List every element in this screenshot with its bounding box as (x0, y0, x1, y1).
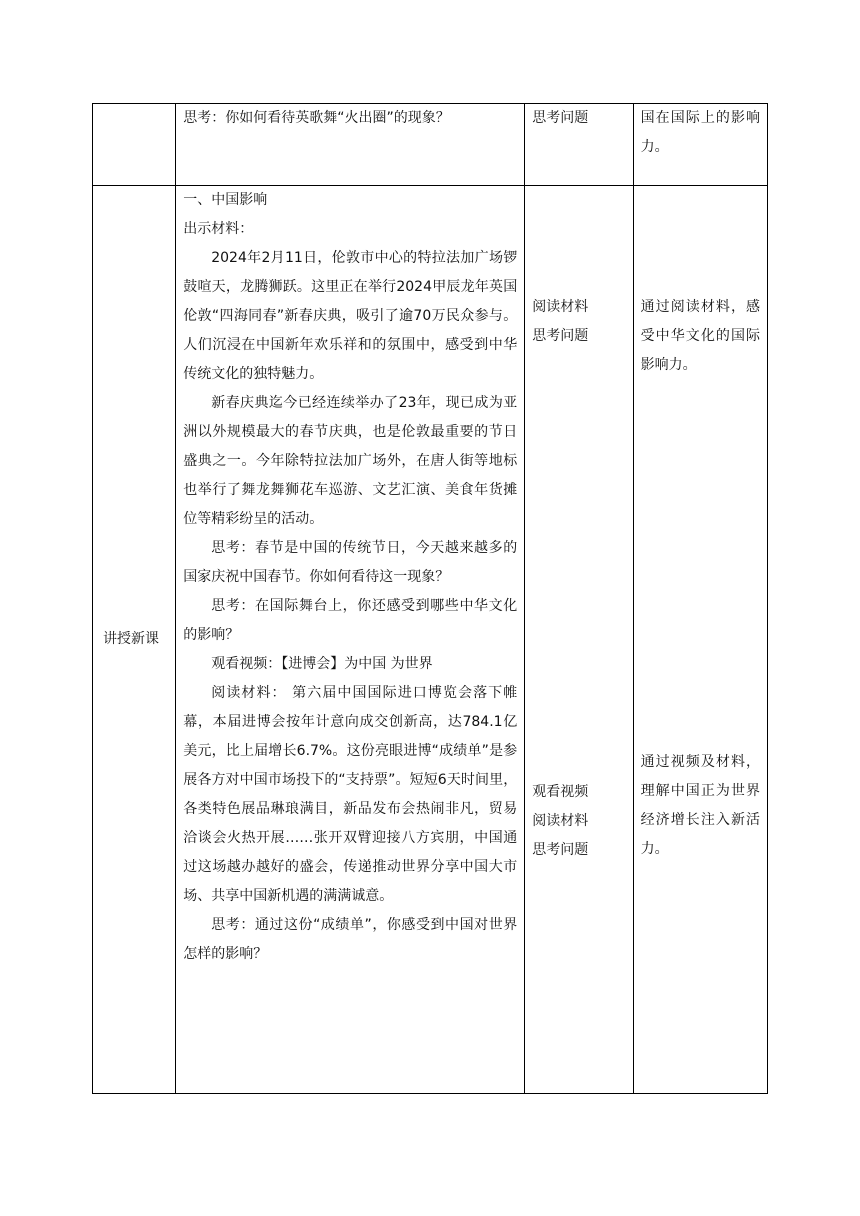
material-paragraph: 阅读材料： 第六届中国国际进口博览会落下帷幕，本届进博会按年计意向成交创新高，达784.1亿美元，比上届增长6.7%。这份亮眼进博“成绩单”是参展各方对中国市场投下的“支持票”。短短6天时间里，各类特色展品琳琅满目，新品发布会热闹非凡，贸易洽谈会火热开展……张开双臂迎接八方宾朋，中国通过这场越办越好的盛会，传递推动世界分享中国大市场、共享中国新机遇的满满诚意。 (183, 685, 518, 904)
intent-cell (633, 186, 767, 1094)
activity-cell (525, 104, 633, 186)
activity-text: 阅读材料 (532, 813, 589, 829)
table-row (93, 186, 768, 1094)
activity-text: 观看视频 (532, 784, 589, 800)
think-question: 思考：在国际舞台上，你还感受到哪些中华文化的影响？ (183, 598, 518, 643)
intent-text: 通过视频及材料，理解中国正为世界经济增长注入新活力。 (640, 754, 760, 857)
activity-text: 阅读材料 (532, 299, 589, 315)
intent-cell (633, 104, 767, 186)
show-material-label: 出示材料： (183, 221, 254, 237)
think-question: 思考：你如何看待英歌舞“火出圈”的现象？ (183, 110, 450, 126)
activity-text: 思考问题 (532, 110, 589, 126)
intent-text: 国在国际上的影响力。 (640, 110, 760, 155)
content-cell (176, 104, 525, 186)
lesson-plan-table (92, 103, 768, 1094)
video-line: 观看视频：【进博会】为中国 为世界 (211, 656, 433, 672)
material-paragraph: 新春庆典迄今已经连续举办了23年，现已成为亚洲以外规模最大的春节庆典，也是伦敦最重要的节日盛典之一。今年除特拉法加广场外，在唐人街等地标也举行了舞龙舞狮花车巡游、文艺汇演、美食年货摊位等精彩纷呈的活动。 (183, 395, 518, 527)
think-question: 思考：通过这份“成绩单”，你感受到中国对世界怎样的影响？ (183, 917, 518, 962)
think-question: 思考：春节是中国的传统节日，今天越来越多的国家庆祝中国春节。你如何看待这一现象？ (183, 540, 518, 585)
material-paragraph: 2024年2月11日，伦敦市中心的特拉法加广场锣鼓喧天，龙腾狮跃。这里正在举行2024甲辰龙年英国伦敦“四海同春”新春庆典，吸引了逾70万民众参与。人们沉浸在中国新年欢乐祥和的氛围中，感受到中华传统文化的独特魅力。 (183, 250, 518, 382)
section-heading: 一、中国影响 (183, 192, 268, 208)
intent-text: 通过阅读材料，感受中华文化的国际影响力。 (640, 299, 760, 373)
stage-cell (93, 104, 176, 186)
stage-label: 讲授新课 (103, 631, 159, 647)
stage-cell (93, 186, 176, 1094)
activity-cell (525, 186, 633, 1094)
table-row (93, 104, 768, 186)
activity-text: 思考问题 (532, 842, 589, 858)
activity-text: 思考问题 (532, 328, 589, 344)
content-cell (176, 186, 525, 1094)
